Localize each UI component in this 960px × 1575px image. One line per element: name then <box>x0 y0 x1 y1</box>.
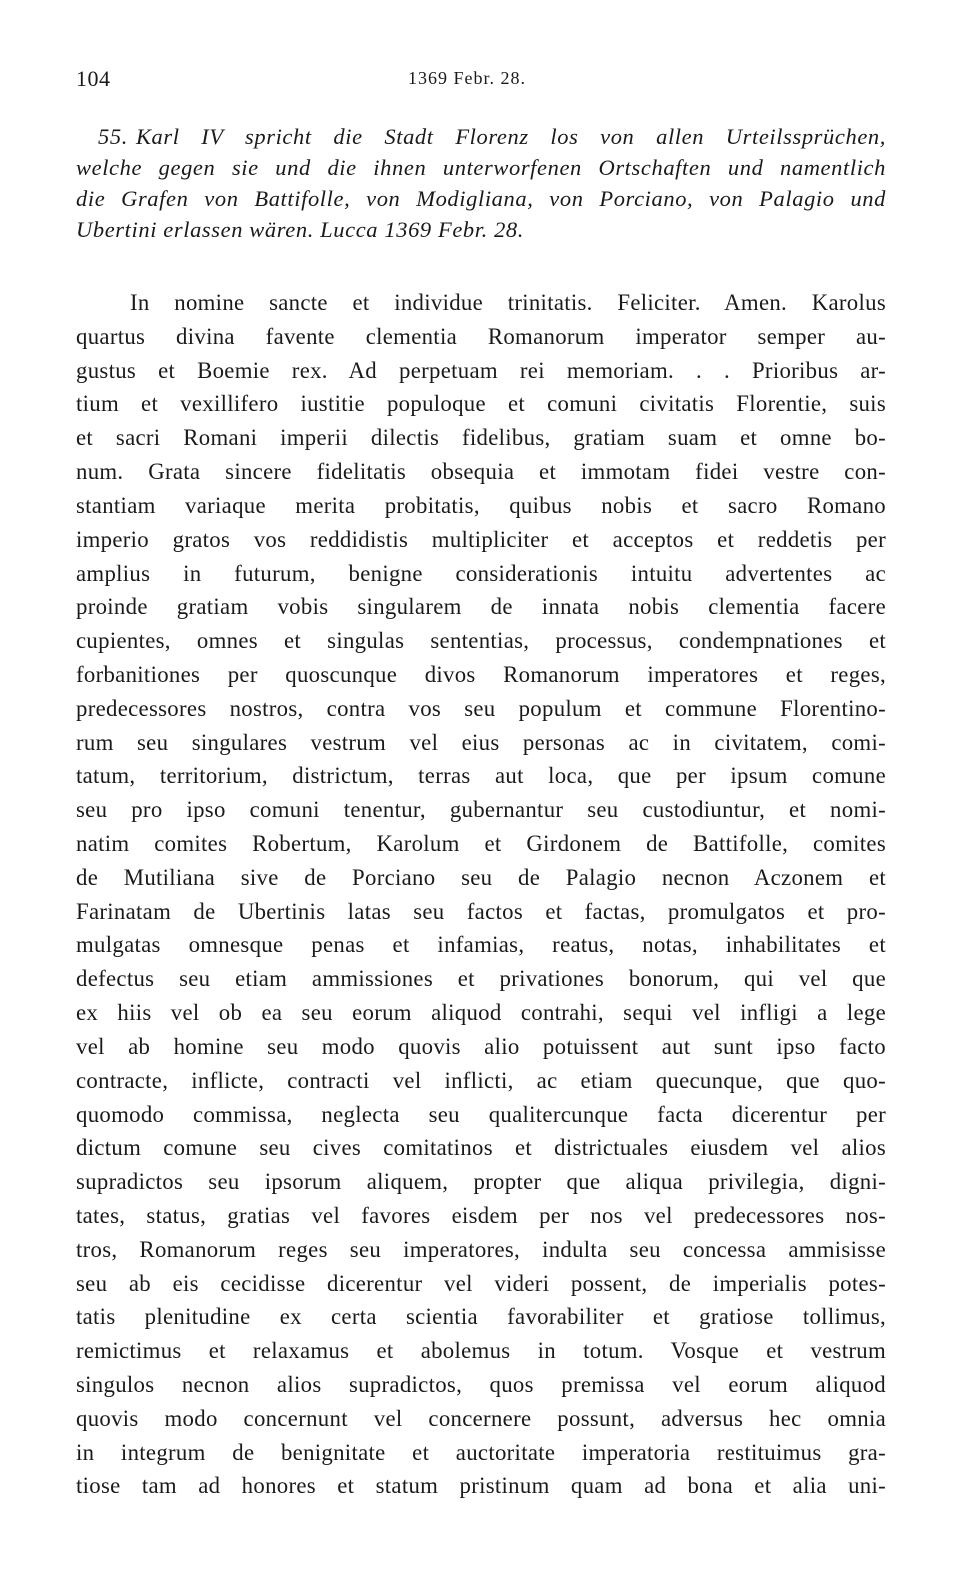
text-line: remictimus et relaxamus et abolemus in totum. Vosque et vestrum <box>76 1338 886 1364</box>
text-line: tiose tam ad honores et statum pristinum quam ad bona et alia uni- <box>76 1473 886 1499</box>
text-line: ex hiis vel ob ea seu eorum aliquod contrahi, sequi vel infligi a lege <box>76 1000 886 1026</box>
text-line: vel ab homine seu modo quovis alio potuissent aut sunt ipso facto <box>76 1033 886 1059</box>
summary-line: die Grafen von Battifolle, von Modigliana, von Porciano, von Palagio und <box>76 186 886 211</box>
text-line: predecessores nostros, contra vos seu populum et commune Florentino- <box>76 695 886 721</box>
page-header <box>76 66 886 98</box>
charter-text <box>76 286 886 1503</box>
text-line: rum seu singulares vestrum vel eius personas ac in civitatem, comi- <box>76 729 886 755</box>
document-summary <box>76 121 886 245</box>
text-line: quovis modo concernunt vel concernere possunt, adversus hec omnia <box>76 1405 886 1431</box>
text-line: de Mutiliana sive de Porciano seu de Palagio necnon Aczonem et <box>76 864 886 890</box>
running-head-date: 1369 Febr. 28. <box>408 68 527 88</box>
text-line: singulos necnon alios supradictos, quos premissa vel eorum aliquod <box>76 1372 886 1397</box>
text-line: contracte, inflicte, contracti vel inflicti, ac etiam quecunque, que quo- <box>76 1067 886 1093</box>
text-line: In nomine sancte et individue trinitatis. Feliciter. Amen. Karolus <box>130 290 886 315</box>
page-number: 104 <box>76 66 111 91</box>
text-line: quartus divina favente clementia Romanorum imperator semper au- <box>76 323 886 349</box>
summary-line: 55. Karl IV spricht die Stadt Florenz los von allen Urteilssprüchen, <box>98 124 886 149</box>
text-line: Farinatam de Ubertinis latas seu factos et factas, promulgatos et pro- <box>76 898 886 924</box>
text-line: tatum, territorium, districtum, terras aut loca, que per ipsum comune <box>76 763 886 789</box>
text-line: imperio gratos vos reddidistis multipliciter et acceptos et reddetis per <box>76 526 886 552</box>
text-line: seu ab eis cecidisse dicerentur vel videri possent, de imperialis potes- <box>76 1270 886 1296</box>
text-line: in integrum de benignitate et auctoritate imperatoria restituimus gra- <box>76 1439 886 1465</box>
text-line: mulgatas omnesque penas et infamias, reatus, notas, inhabilitates et <box>76 932 886 958</box>
text-line: tium et vexillifero iustitie populoque et comuni civitatis Florentie, suis <box>76 391 886 417</box>
text-line: stantiam variaque merita probitatis, quibus nobis et sacro Romano <box>76 492 886 518</box>
text-line: gustus et Boemie rex. Ad perpetuam rei memoriam. . . Prioribus ar- <box>76 357 886 383</box>
text-line: tatis plenitudine ex certa scientia favorabiliter et gratiose tollimus, <box>76 1304 886 1330</box>
summary-line: welche gegen sie und die ihnen unterworfenen Ortschaften und namentlich <box>76 155 886 180</box>
text-line: defectus seu etiam ammissiones et privationes bonorum, qui vel que <box>76 966 886 992</box>
summary-line: Ubertini erlassen wären. Lucca 1369 Febr. 28. <box>76 217 525 242</box>
text-line: seu pro ipso comuni tenentur, gubernantur seu custodiuntur, et nomi- <box>76 797 886 823</box>
text-line: amplius in futurum, benigne considerationis intuitu advertentes ac <box>76 560 886 586</box>
text-line: num. Grata sincere fidelitatis obsequia et immotam fidei vestre con- <box>76 459 886 485</box>
text-line: supradictos seu ipsorum aliquem, propter que aliqua privilegia, digni- <box>76 1169 886 1195</box>
text-line: tros, Romanorum reges seu imperatores, indulta seu concessa ammisisse <box>76 1236 886 1262</box>
text-line: et sacri Romani imperii dilectis fidelibus, gratiam suam et omne bo- <box>76 425 886 451</box>
text-line: natim comites Robertum, Karolum et Girdonem de Battifolle, comites <box>76 831 886 856</box>
text-line: forbanitiones per quoscunque divos Romanorum imperatores et reges, <box>76 661 886 687</box>
text-line: tates, status, gratias vel favores eisdem per nos vel predecessores nos- <box>76 1202 886 1228</box>
text-line: proinde gratiam vobis singularem de innata nobis clementia facere <box>76 594 886 620</box>
text-line: quomodo commissa, neglecta seu qualitercunque facta dicerentur per <box>76 1101 886 1127</box>
text-line: cupientes, omnes et singulas sententias, processus, condempnationes et <box>76 628 886 654</box>
document-number: 55. <box>98 124 128 149</box>
text-line: dictum comune seu cives comitatinos et districtuales eiusdem vel alios <box>76 1135 886 1161</box>
